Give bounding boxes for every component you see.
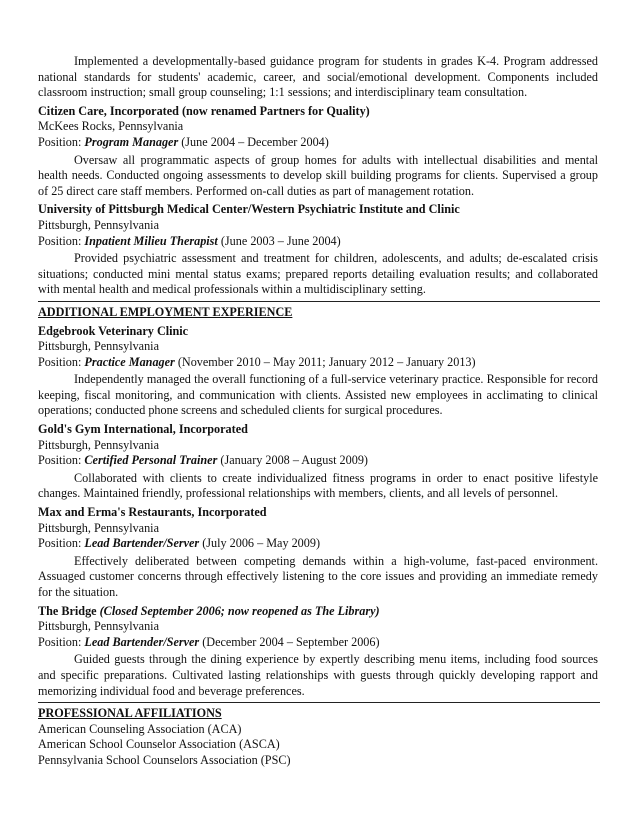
job-organization: Gold's Gym International, Incorporated: [38, 422, 248, 437]
job-title: Certified Personal Trainer: [84, 453, 218, 468]
job-location: Pittsburgh, Pennsylvania: [38, 339, 159, 354]
job-organization: Max and Erma's Restaurants, Incorporated: [38, 505, 267, 520]
job-dates: (June 2004 – December 2004): [181, 134, 329, 149]
job-description: Provided psychiatric assessment and treatment for children, adolescents, and adults; de-escalated crisis situations; conducted mini mental status exams; prepared reports detailing evaluation results; and collaborated with mental health and medical professionals within a multidisciplinary setting.: [38, 251, 598, 297]
job-description: Collaborated with clients to create individualized fitness programs in order to enact positive lifestyle changes. Maintained friendly, professional relationships with members, clients, and all levels of personnel.: [38, 470, 598, 501]
job-title: Program Manager: [84, 134, 179, 149]
job-position: [38, 234, 600, 250]
position-prefix: Position:: [38, 233, 82, 248]
job-position: [38, 453, 600, 469]
affiliation-item: Pennsylvania School Counselors Association (PSC): [38, 752, 291, 767]
job-entry-golds-gym: [38, 422, 600, 502]
affiliation-item: American Counseling Association (ACA): [38, 721, 242, 736]
section-heading-additional-employment: ADDITIONAL EMPLOYMENT EXPERIENCE: [38, 304, 293, 319]
job-dates: (January 2008 – August 2009): [220, 453, 368, 468]
resume-page: [38, 52, 600, 769]
job-position: [38, 635, 600, 651]
job-title: Lead Bartender/Server: [84, 634, 200, 649]
job-entry-upmc: [38, 202, 600, 298]
job-organization: Citizen Care, Incorporated (now renamed Partners for Quality): [38, 103, 370, 118]
top-description: Implemented a developmentally-based guidance program for students in grades K-4. Program addressed national standards for students' academic, career, and social/emotional development. Components included classroom instruction; small group counseling; 1:1 sessions; and interdisciplinary team consultation.: [38, 54, 598, 100]
job-description: Effectively deliberated between competing demands within a high-volume, fast-paced environment. Assuaged customer concerns through effectively listening to the core issues and providing an immediate remedy for the situation.: [38, 553, 598, 599]
job-organization: Edgebrook Veterinary Clinic: [38, 323, 189, 338]
section-divider: [38, 702, 600, 703]
job-position: [38, 135, 600, 151]
job-description: Guided guests through the dining experience by expertly describing menu items, including food sources and specific preparations. Cultivated lasting relationships with guests through quickly developing rapport and memorizing individual food and beverage preferences.: [38, 652, 598, 698]
job-title: Lead Bartender/Server: [84, 536, 200, 551]
job-description: Oversaw all programmatic aspects of group homes for adults with intellectual disabilities and mental health needs. Conducted ongoing assessments to develop skill building programs for clients. Supervised a group of 25 direct care staff members. Performed on-call duties as part of management rotation.: [38, 152, 598, 198]
position-prefix: Position:: [38, 634, 82, 649]
position-prefix: Position:: [38, 536, 82, 551]
job-location: Pittsburgh, Pennsylvania: [38, 520, 159, 535]
job-location: Pittsburgh, Pennsylvania: [38, 619, 159, 634]
job-entry-max-and-ermas: [38, 505, 600, 601]
position-prefix: Position:: [38, 354, 82, 369]
job-location: Pittsburgh, Pennsylvania: [38, 217, 159, 232]
job-entry-the-bridge: [38, 604, 600, 700]
organization-note: (Closed September 2006; now reopened as The Library): [99, 603, 380, 618]
job-organization: University of Pittsburgh Medical Center/Western Psychiatric Institute and Clinic: [38, 202, 460, 217]
job-dates: (November 2010 – May 2011; January 2012 – January 2013): [177, 354, 476, 369]
job-location: Pittsburgh, Pennsylvania: [38, 437, 159, 452]
position-prefix: Position:: [38, 134, 82, 149]
job-location: McKees Rocks, Pennsylvania: [38, 119, 184, 134]
organization-name: The Bridge: [38, 603, 97, 618]
job-dates: (June 2003 – June 2004): [220, 233, 341, 248]
position-prefix: Position:: [38, 453, 82, 468]
job-dates: (July 2006 – May 2009): [202, 536, 321, 551]
job-entry-citizen-care: [38, 104, 600, 200]
section-divider: [38, 301, 600, 302]
job-title: Practice Manager: [84, 354, 175, 369]
job-entry-edgebrook: [38, 324, 600, 420]
job-organization: [38, 604, 600, 620]
job-position: [38, 536, 600, 552]
affiliation-item: American School Counselor Association (ASCA): [38, 737, 280, 752]
job-position: [38, 355, 600, 371]
job-description: Independently managed the overall functioning of a full-service veterinary practice. Responsible for record keeping, fiscal monitoring, and communication with clients. Assisted new employees in acclimating to clinical operations; conducted phone screens and scheduled clients for surgical procedures.: [38, 372, 598, 418]
job-dates: (December 2004 – September 2006): [202, 634, 380, 649]
job-title: Inpatient Milieu Therapist: [84, 233, 218, 248]
section-heading-professional-affiliations: PROFESSIONAL AFFILIATIONS: [38, 706, 222, 721]
